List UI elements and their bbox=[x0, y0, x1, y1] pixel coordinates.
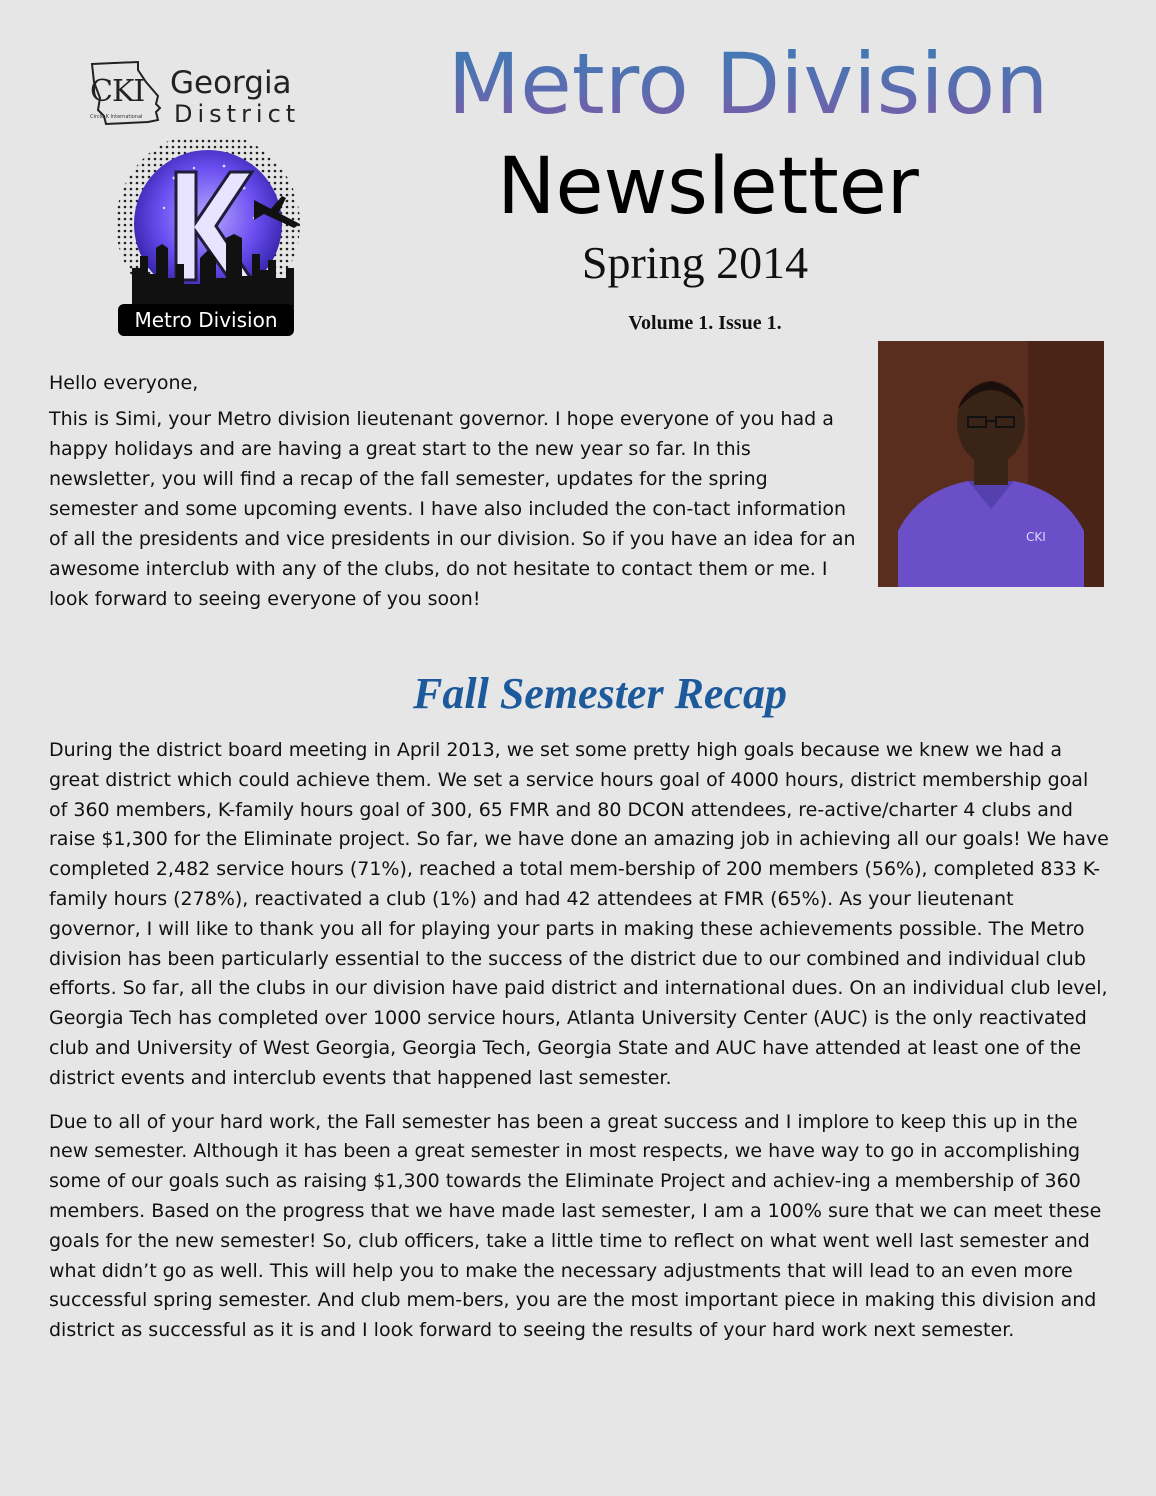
intro-section bbox=[49, 368, 861, 620]
intro-paragraph: This is Simi, your Metro division lieutenant governor. I hope everyone of you had a happy holidays and are having a great start to the new year so far. In this newsletter, you will find a recap of the fall semester, updates for the spring semester and some upcoming events. I have also included the con-tact information of all the presidents and vice presidents in our division. So if you have an idea for an awesome interclub with any of the clubs, do not hesitate to contact them or me. I look forward to seeing everyone of you soon! bbox=[49, 408, 856, 610]
recap-paragraph-1: During the district board meeting in April 2013, we set some pretty high goals because we knew we had a great district which could achieve them. We set a service hours goal of 4000 hours, district membership goal of 360 members, K-family hours goal of 300, 65 FMR and 80 DCON attendees, re-active/charter 4 clubs and raise $1,300 for the Eliminate project. So far, we have done an amazing job in achieving all our goals! We have completed 2,482 service hours (71%), reached a total mem-bership of 200 members (56%), completed 833 K-family hours (278%), reactivated a club (1%) and had 42 attendees at FMR (65%). As your lieutenant governor, I will like to thank you all for playing your parts in making these achievements possible. The Metro division has been particularly essential to the success of the district due to our combined and individual club efforts. So far, all the clubs in our division have paid district and international dues. On an individual club level, Georgia Tech has completed over 1000 service hours, Atlanta University Center (AUC) is the only reactivated club and University of West Georgia, Georgia Tech, Georgia State and AUC have attended at least one of the district events and interclub events that happened last semester. bbox=[49, 739, 1109, 1089]
lieutenant-governor-photo bbox=[878, 341, 1104, 587]
cki-georgia-district-logo bbox=[86, 58, 320, 130]
georgia-word: Georgia bbox=[170, 65, 292, 101]
recap-paragraph-2: Due to all of your hard work, the Fall semester has been a great success and I implore to keep this up in the new semester. Although it has been a great semester in most respects, we have way to go in accomplishing some of our goals such as raising $1,300 towards the Eliminate Project and achiev-ing a membership of 360 members. Based on the progress that we have made last semester, I am a 100% sure that we can meet these goals for the new semester! So, club officers, take a little time to reflect on what went well last semester and what didn’t go as well. This will help you to make the necessary adjustments that will lead to an even more successful spring semester. And club mem-bers, you are the most important piece in making this division and district as successful as it is and I look forward to seeing the results of your hard work next semester. bbox=[49, 1110, 1102, 1342]
metro-division-logo bbox=[104, 138, 314, 338]
recap-title: Fall Semester Recap bbox=[413, 669, 787, 718]
newsletter-season: Spring 2014 bbox=[581, 237, 809, 288]
intro-greeting: Hello everyone, bbox=[49, 372, 199, 394]
recap-body bbox=[49, 736, 1111, 1360]
cki-small-text: Circle K International bbox=[90, 114, 143, 120]
metro-k-emblem-icon bbox=[104, 138, 314, 308]
newsletter-title-metro-division: Metro Division bbox=[398, 42, 1098, 126]
cki-mark: CKI bbox=[90, 74, 145, 109]
shirt-logo-text: CKI bbox=[1026, 530, 1046, 544]
newsletter-title-newsletter: Newsletter bbox=[497, 142, 919, 232]
district-word: District bbox=[174, 100, 301, 128]
metro-division-label: Metro Division bbox=[118, 304, 294, 336]
portrait-icon bbox=[878, 341, 1104, 587]
newsletter-volume: Volume 1. Issue 1. bbox=[628, 312, 782, 334]
